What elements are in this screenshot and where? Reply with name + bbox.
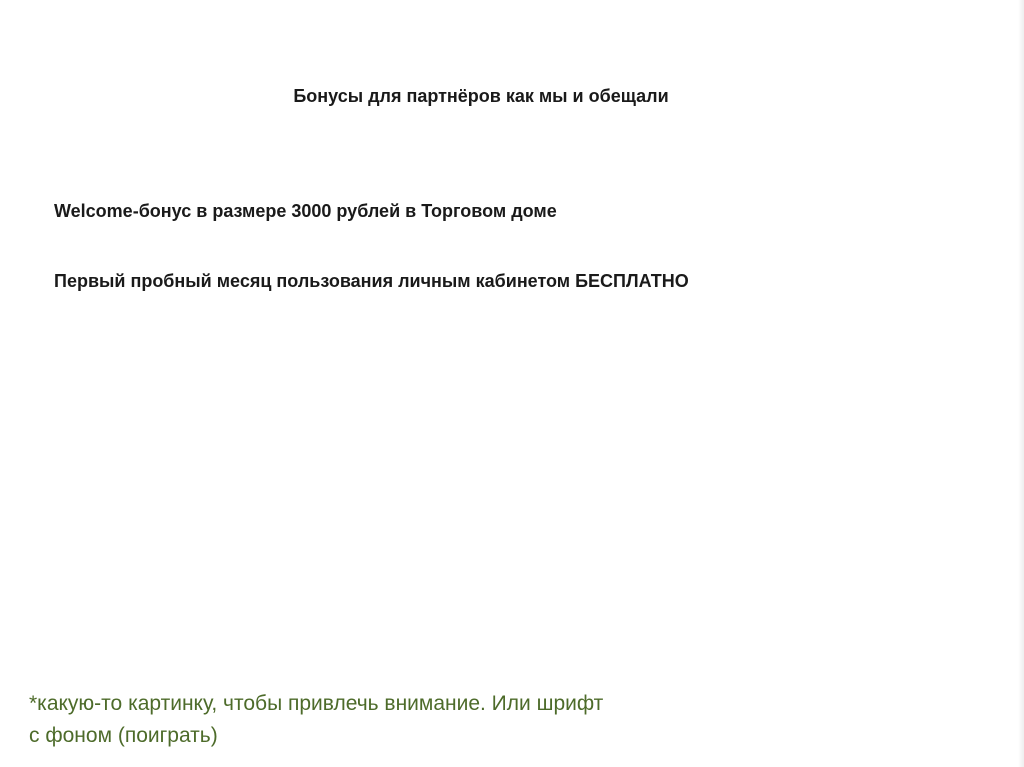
bullet-welcome-bonus: Welcome-бонус в размере 3000 рублей в Торговом доме — [54, 201, 557, 221]
slide-title: Бонусы для партнёров как мы и обещали — [293, 86, 669, 106]
slide-edge-shadow — [1018, 0, 1024, 767]
bullet-free-trial-month: Первый пробный месяц пользования личным кабинетом БЕСПЛАТНО — [54, 271, 689, 291]
speaker-note — [29, 688, 709, 752]
speaker-note-line-2: с фоном (поиграть) — [29, 724, 218, 747]
speaker-note-line-1: *какую-то картинку, чтобы привлечь внимание. Или шрифт — [29, 692, 604, 715]
